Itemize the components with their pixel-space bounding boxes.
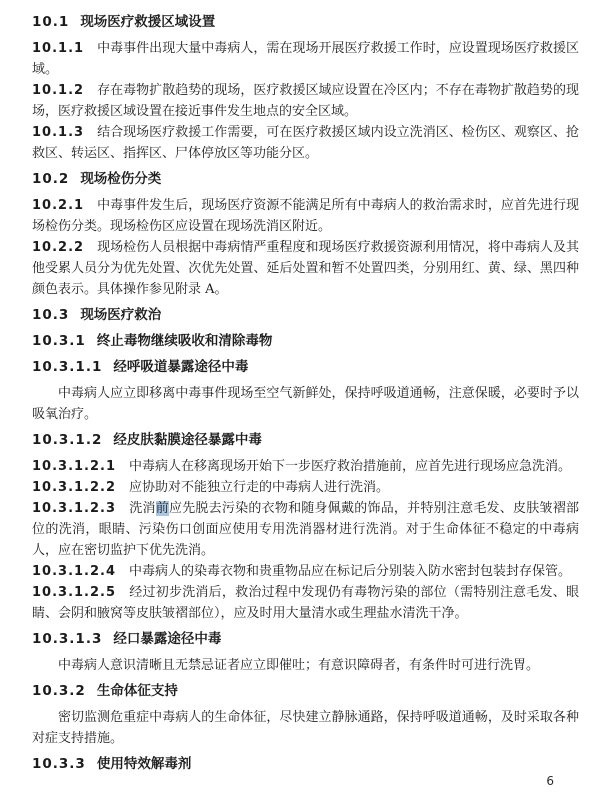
clause-number: 10.1 bbox=[32, 14, 70, 30]
clause-10-1-2 bbox=[32, 80, 579, 122]
section-heading-10-2 bbox=[32, 169, 579, 190]
clause-10-3-1-2-1 bbox=[32, 456, 579, 477]
text-run: 中毒事件发生后，现场医疗资源不能满足所有中毒病人的救治需求时，应首先进行现场检伤分类。现场检伤区应设置在现场洗消区附近。 bbox=[32, 198, 579, 234]
text-run: 应协助对不能独立行走的中毒病人进行洗消。 bbox=[129, 480, 390, 495]
text-run: 终止毒物继续吸收和清除毒物 bbox=[96, 333, 273, 349]
clause-number: 10.3.1.2 bbox=[32, 432, 103, 448]
text-run: 密切监测危重症中毒病人的生命体征，尽快建立静脉通路，保持呼吸道通畅，及时采取各种对症支持措施。 bbox=[32, 710, 579, 746]
text-run: 现场医疗救援区域设置 bbox=[80, 14, 216, 30]
text-run: 洗消 bbox=[129, 501, 156, 516]
clause-number: 10.3.1.2.2 bbox=[32, 480, 117, 495]
clause-number: 10.2.2 bbox=[32, 240, 85, 255]
search-highlight: 前 bbox=[155, 501, 169, 516]
text-run: 现场检伤人员根据中毒病情严重程度和现场医疗救援资源利用情况，将中毒病人及其他受累人员分为优先处置、次优先处置、延后处置和暂不处置四类，分别用红、黄、绿、黑四种颜色表示。具体操作参见附录 A。 bbox=[32, 240, 579, 297]
text-run: 经呼吸道暴露途径中毒 bbox=[113, 359, 249, 375]
clause-10-2-2 bbox=[32, 237, 579, 300]
section-heading-10-3-1-1 bbox=[32, 357, 579, 378]
section-heading-10-3-3 bbox=[32, 754, 579, 775]
text-run: 结合现场医疗救援工作需要，可在医疗救援区域内设立洗消区、检伤区、观察区、抢救区、转运区、指挥区、尸体停放区等功能分区。 bbox=[32, 125, 579, 161]
clause-number: 10.3.3 bbox=[32, 756, 86, 772]
clause-number: 10.1.1 bbox=[32, 41, 85, 56]
clause-number: 10.1.3 bbox=[32, 125, 85, 140]
clause-number: 10.3.2 bbox=[32, 683, 86, 699]
section-heading-10-3-1 bbox=[32, 331, 579, 352]
clause-10-1-1 bbox=[32, 38, 579, 80]
text-run: 中毒病人意识清晰且无禁忌证者应立即催吐；有意识障碍者，有条件时可进行洗胃。 bbox=[58, 658, 540, 673]
section-heading-10-3-1-2 bbox=[32, 430, 579, 451]
text-run: 经皮肤黏膜途径暴露中毒 bbox=[113, 432, 262, 448]
clause-10-3-1-2-3 bbox=[32, 498, 579, 561]
section-heading-10-3-1-3 bbox=[32, 629, 579, 650]
clause-10-2-1 bbox=[32, 195, 579, 237]
body-paragraph bbox=[32, 707, 579, 749]
clause-number: 10.3.1.3 bbox=[32, 631, 103, 647]
section-heading-10-1 bbox=[32, 12, 579, 33]
body-paragraph bbox=[32, 383, 579, 425]
section-heading-10-3-2 bbox=[32, 681, 579, 702]
clause-number: 10.3.1.2.3 bbox=[32, 501, 117, 516]
text-run: 存在毒物扩散趋势的现场，医疗救援区域应设置在冷区内；不存在毒物扩散趋势的现场，医疗救援区域设置在接近事件发生地点的安全区域。 bbox=[32, 83, 579, 119]
clause-10-3-1-2-5 bbox=[32, 582, 579, 624]
clause-number: 10.3.1.2.4 bbox=[32, 564, 117, 579]
clause-number: 10.3 bbox=[32, 307, 70, 323]
text-run: 中毒病人的染毒衣物和贵重物品应在标记后分别装入防水密封包装封存保管。 bbox=[129, 564, 572, 579]
text-run: 中毒病人在移离现场开始下一步医疗救治措施前，应首先进行现场应急洗消。 bbox=[129, 459, 572, 474]
text-run: 现场医疗救治 bbox=[80, 307, 162, 323]
document-content bbox=[32, 7, 579, 780]
page-number: 6 bbox=[546, 774, 554, 788]
body-paragraph bbox=[32, 655, 579, 676]
text-run: 中毒病人应立即移离中毒事件现场至空气新鲜处，保持呼吸道通畅，注意保暖，必要时予以吸氧治疗。 bbox=[32, 386, 579, 422]
clause-10-3-1-2-4 bbox=[32, 561, 579, 582]
clause-number: 10.3.1.1 bbox=[32, 359, 103, 375]
text-run: 生命体征支持 bbox=[96, 683, 178, 699]
text-run: 应先脱去污染的衣物和随身佩戴的饰品，并特别注意毛发、皮肤皱褶部位的洗消，眼睛、污染伤口创面应使用专用洗消器材进行洗消。对于生命体征不稳定的中毒病人，应在密切监护下优先洗消。 bbox=[32, 501, 579, 558]
text-run: 现场检伤分类 bbox=[80, 171, 162, 187]
clause-number: 10.3.1.2.1 bbox=[32, 459, 117, 474]
text-run: 中毒事件出现大量中毒病人，需在现场开展医疗救援工作时，应设置现场医疗救援区域。 bbox=[32, 41, 579, 77]
clause-10-3-1-2-2 bbox=[32, 477, 579, 498]
clause-number: 10.1.2 bbox=[32, 83, 85, 98]
text-run: 经过初步洗消后，救治过程中发现仍有毒物污染的部位（需特别注意毛发、眼睛、会阴和腋窝等皮肤皱褶部位），应及时用大量清水或生理盐水清洗干净。 bbox=[32, 585, 579, 621]
clause-10-1-3 bbox=[32, 122, 579, 164]
text-run: 经口暴露途径中毒 bbox=[113, 631, 222, 647]
clause-number: 10.2.1 bbox=[32, 198, 85, 213]
text-run: 使用特效解毒剂 bbox=[96, 756, 192, 772]
clause-number: 10.3.1.2.5 bbox=[32, 585, 117, 600]
clause-number: 10.3.1 bbox=[32, 333, 86, 349]
section-heading-10-3 bbox=[32, 305, 579, 326]
clause-number: 10.2 bbox=[32, 171, 70, 187]
